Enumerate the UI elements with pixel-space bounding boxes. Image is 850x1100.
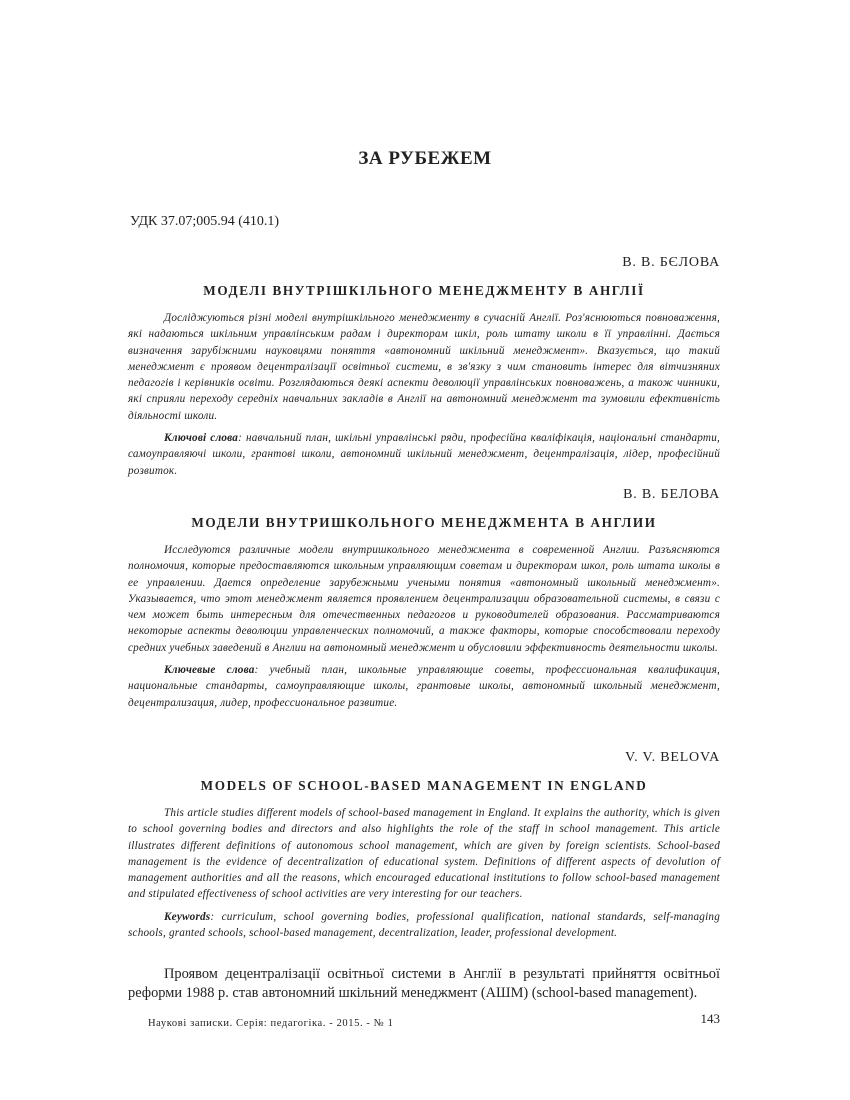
keywords-paragraph: [128, 909, 720, 942]
article-russian: [128, 487, 720, 711]
keywords-paragraph: [128, 662, 720, 711]
keywords-paragraph: [128, 430, 720, 479]
journal-citation: Наукові записки. Серія: педагогіка. - 2015. - № 1: [148, 1018, 394, 1029]
article-title: МОДЕЛИ ВНУТРИШКОЛЬНОГО МЕНЕДЖМЕНТА В АНГЛИИ: [191, 515, 657, 530]
keywords-list: : навчальний план, шкільні управлінські ряди, професійна кваліфікація, національні стандарти, самоуправляючі школи, грантові школи, автономний шкільний менеджмент, децентралізація, лідер, професійний розвиток.: [128, 432, 720, 477]
keywords-list: : учебный план, школьные управляющие советы, профессиональная квалификация, национальные стандарты, самоуправляющие школы, грантовые школы, автономный школьный менеджмент, децентрализация, лидер, профессиональное развитие.: [128, 664, 720, 709]
author-name: V. V. BELOVA: [625, 750, 720, 765]
keywords-label: Keywords: [164, 910, 211, 923]
keywords-label: Ключевые слова: [164, 664, 255, 677]
abstract-text: Исследуются различные модели внутришкольного менеджмента в современной Англии. Разъясняются полномочия, которые предоставляются школьным управляющим советам и директорам школ, роль штата школы в ее управлении. Дается определение зарубежными учеными понятия «автономный школьный менеджмент». Указывается, что этот менеджмент является проявлением децентрализации образовательной системы, в связи с чем может быть интересным для отечественных педагогов и руководителей образования. Рассматриваются некоторые аспекты деволюции управленческих полномочий, а также факторы, которые способствовали переходу средних учебных заведений в Англии на автономный менеджмент и обусловили эффективность деятельности школы.: [128, 544, 720, 654]
page-number: 143: [700, 1011, 720, 1026]
article-english: [128, 750, 720, 941]
section-heading: ЗА РУБЕЖЕМ: [358, 148, 492, 169]
abstract-text: This article studies different models of school-based management in England. It explains the authority, which is given to school governing bodies and directors and also highlights the role of the staff in school management. This article illustrates different definitions of autonomous school management, which are given by foreign scientists. School-based management is the evidence of decentralization of educational system. Definitions of different aspects of devolution of management authorities and all the reasons, which encouraged educational institutions to follow school-based management and stipulated effectiveness of school activities are very interesting for our teachers.: [128, 807, 720, 901]
body-paragraph: Проявом децентралізації освітньої системи в Англії в результаті прийняття освітньої реформи 1988 р. став автономний шкільний менеджмент (АШМ) (school-based management).: [128, 966, 720, 1001]
keywords-label: Ключові слова: [164, 432, 239, 445]
article-title: MODELS OF SCHOOL-BASED MANAGEMENT IN ENGLAND: [200, 778, 648, 793]
author-name: В. В. БЕЛОВА: [623, 487, 720, 502]
article-ukrainian: [128, 255, 720, 479]
author-name: В. В. БЄЛОВА: [622, 255, 720, 270]
article-title: МОДЕЛІ ВНУТРІШКІЛЬНОГО МЕНЕДЖМЕНТУ В АНГЛІЇ: [203, 283, 645, 298]
udk-code: УДК 37.07;005.94 (410.1): [130, 214, 280, 229]
keywords-list: : curriculum, school governing bodies, professional qualification, national standards, self-managing schools, granted schools, school-based management, decentralization, leader, professional development.: [128, 910, 720, 940]
abstract-text: Досліджуються різні моделі внутрішкільного менеджменту в сучасній Англії. Роз'яснюються повноваження, які надаються шкільним управлінським радам і директорам шкіл, роль штату школи в її управлінні. Дається визначення зарубіжними науковцями поняття «автономний шкільний менеджмент». Вказується, що такий менеджмент є проявом децентралізації освітньої системи, в зв'язку з чим становить інтерес для вітчизняних педагогів і керівників освіти. Розглядаються деякі аспекти деволюції управлінських повноважень, а також чинники, які сприяли переходу середніх навчальних закладів в Англії на автономний менеджмент та зумовили ефективність діяльності школи.: [128, 312, 720, 422]
page-footer: [148, 1013, 720, 1031]
